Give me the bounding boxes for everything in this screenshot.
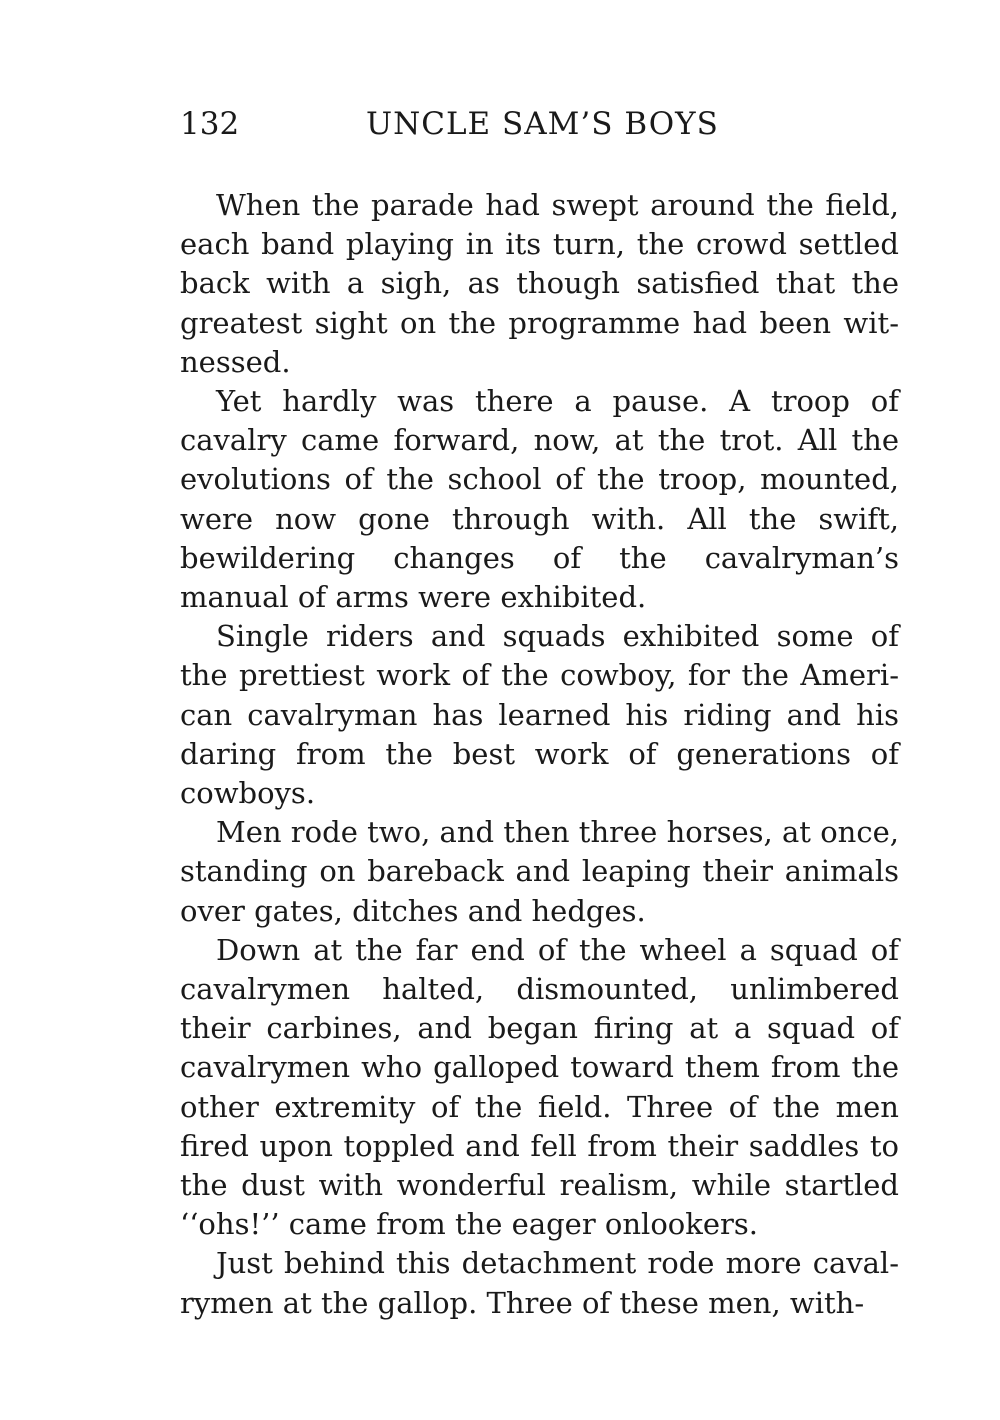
paragraph: When the parade had swept around the field, each band playing in its turn, the crowd settled back with a sigh, as though satisfied that the greatest sight on the programme had been witnessed. bbox=[180, 188, 899, 379]
page-number: 132 bbox=[180, 106, 240, 142]
paragraph: Men rode two, and then three horses, at once, standing on bareback and leaping their animals over gates, ditches and hedges. bbox=[180, 815, 899, 928]
paragraph: Single riders and squads exhibited some of the prettiest work of the cowboy, for the American cavalryman has learned his riding and his daring from the best work of generations of cowboys. bbox=[180, 619, 899, 811]
paragraph: Down at the far end of the wheel a squad of cavalrymen halted, dismounted, unlimbered their carbines, and began firing at a squad of cavalrymen who galloped toward them from the other extremity of the field. Three of the men fired upon toppled and fell from their saddles to the dust with wonderful realism, while startled ‘‘ohs!’’ came from the eager onlookers. bbox=[180, 932, 899, 1242]
running-head bbox=[180, 104, 900, 144]
paragraph: Just behind this detachment rode more cavalrymen at the gallop. Three of these men, with- bbox=[180, 1246, 899, 1320]
book-title: UNCLE SAM’S BOYS bbox=[366, 106, 719, 142]
paragraph: Yet hardly was there a pause. A troop of cavalry came forward, now, at the trot. All the evolutions of the school of the troop, mounted, were now gone through with. All the swift, bewildering changes of the cavalryman’s manual of arms were exhibited. bbox=[180, 384, 899, 615]
body-text bbox=[180, 186, 899, 1323]
